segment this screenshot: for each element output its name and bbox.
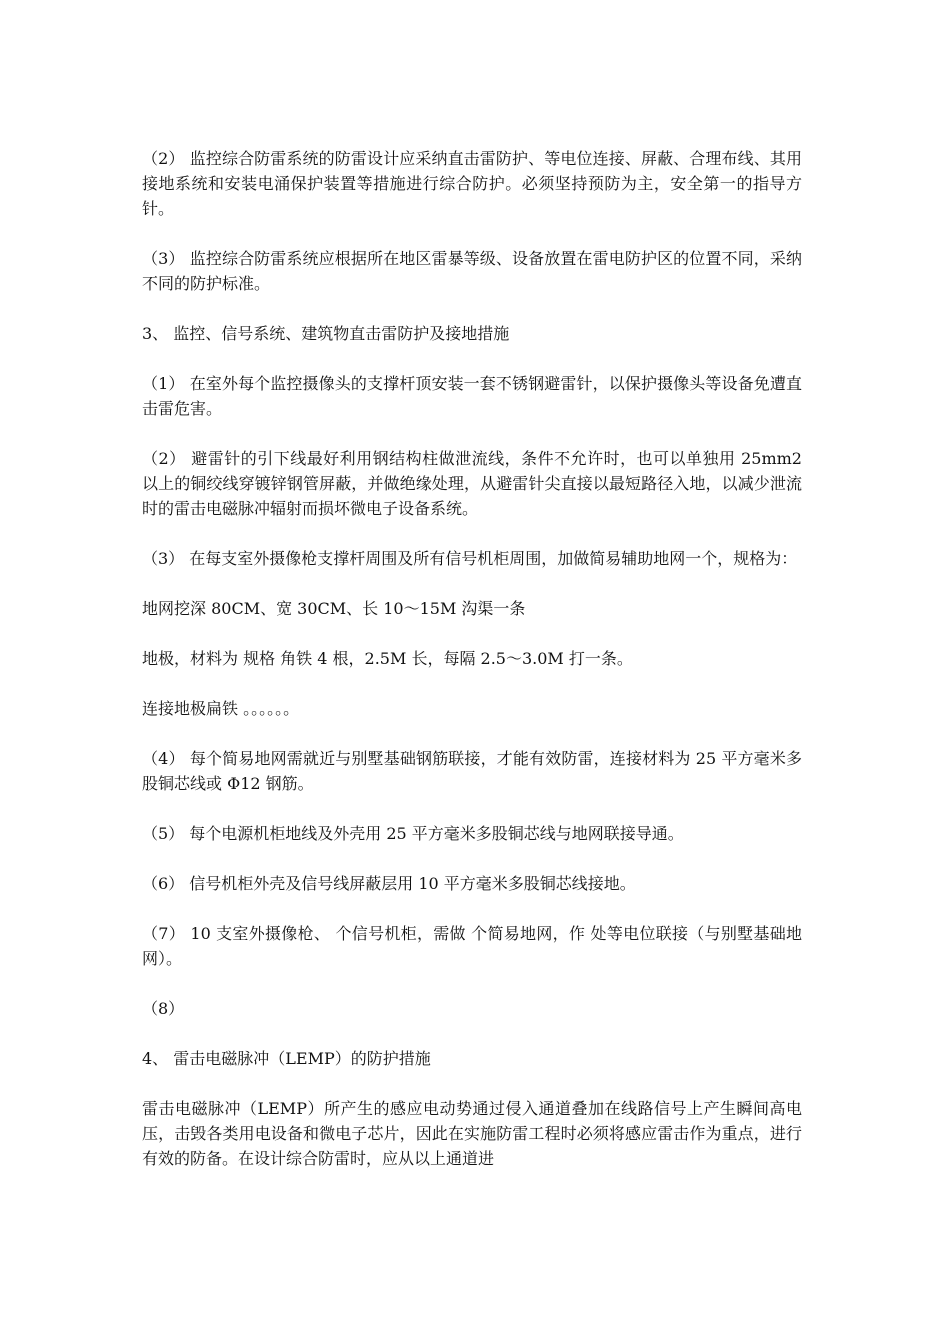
paragraph-2-design-principles: （2） 监控综合防雷系统的防雷设计应采纳直击雷防护、等电位连接、屏蔽、合理布线、其用接地系统和安装电涌保护装置等措施进行综合防护。必须坚持预防为主，安全第一的指导方针。 — [142, 149, 802, 218]
paragraph-3-auxiliary-ground: （3） 在每支室外摄像枪支撑杆周围及所有信号机柜周围，加做简易辅助地网一个，规格为： — [142, 549, 798, 568]
paragraph-lemp-description: 雷击电磁脉冲（LEMP）所产生的感应电动势通过侵入通道叠加在线路信号上产生瞬间高电压，击毁各类用电设备和微电子芯片，因此在实施防雷工程时必须将感应雷击作为重点，进行有效的防备。在设计综合防雷时，应从以上通道进 — [142, 1099, 802, 1168]
document-body — [142, 146, 802, 1196]
spec-ground-electrode: 地极，材料为 规格 角铁 4 根，2.5M 长，每隔 2.5～3.0M 打一条。 — [142, 649, 633, 668]
section-heading-3: 3、 监控、信号系统、建筑物直击雷防护及接地措施 — [142, 324, 510, 343]
paragraph-3-protection-standards: （3） 监控综合防雷系统应根据所在地区雷暴等级、设备放置在雷电防护区的位置不同，采纳不同的防护标准。 — [142, 249, 802, 293]
paragraph-7-camera-count: （7） 10 支室外摄像枪、 个信号机柜，需做 个简易地网，作 处等电位联接（与别墅基础地网）。 — [142, 924, 802, 968]
paragraph-4-foundation-bonding: （4） 每个简易地网需就近与别墅基础钢筋联接，才能有效防雷，连接材料为 25 平方毫米多股铜芯线或 Φ12 钢筋。 — [142, 749, 802, 793]
spec-trench: 地网挖深 80CM、宽 30CM、长 10～15M 沟渠一条 — [142, 599, 526, 618]
paragraph-8-empty: （8） — [142, 999, 185, 1018]
paragraph-2-down-conductor: （2） 避雷针的引下线最好利用钢结构柱做泄流线，条件不允许时，也可以单独用 25mm2 以上的铜绞线穿镀锌钢管屏蔽，并做绝缘处理，从避雷针尖直接以最短路径入地，以减少泄流时的雷击电磁脉冲辐射而损坏微电子设备系统。 — [142, 449, 802, 518]
section-heading-4: 4、 雷击电磁脉冲（LEMP）的防护措施 — [142, 1049, 431, 1068]
paragraph-5-power-cabinet: （5） 每个电源机柜地线及外壳用 25 平方毫米多股铜芯线与地网联接导通。 — [142, 824, 684, 843]
paragraph-6-signal-cabinet: （6） 信号机柜外壳及信号线屏蔽层用 10 平方毫米多股铜芯线接地。 — [142, 874, 636, 893]
paragraph-1-lightning-rod: （1） 在室外每个监控摄像头的支撑杆顶安装一套不锈钢避雷针，以保护摄像头等设备免遭直击雷危害。 — [142, 374, 802, 418]
spec-flat-steel: 连接地极扁铁 。。。。。。 — [142, 699, 300, 718]
